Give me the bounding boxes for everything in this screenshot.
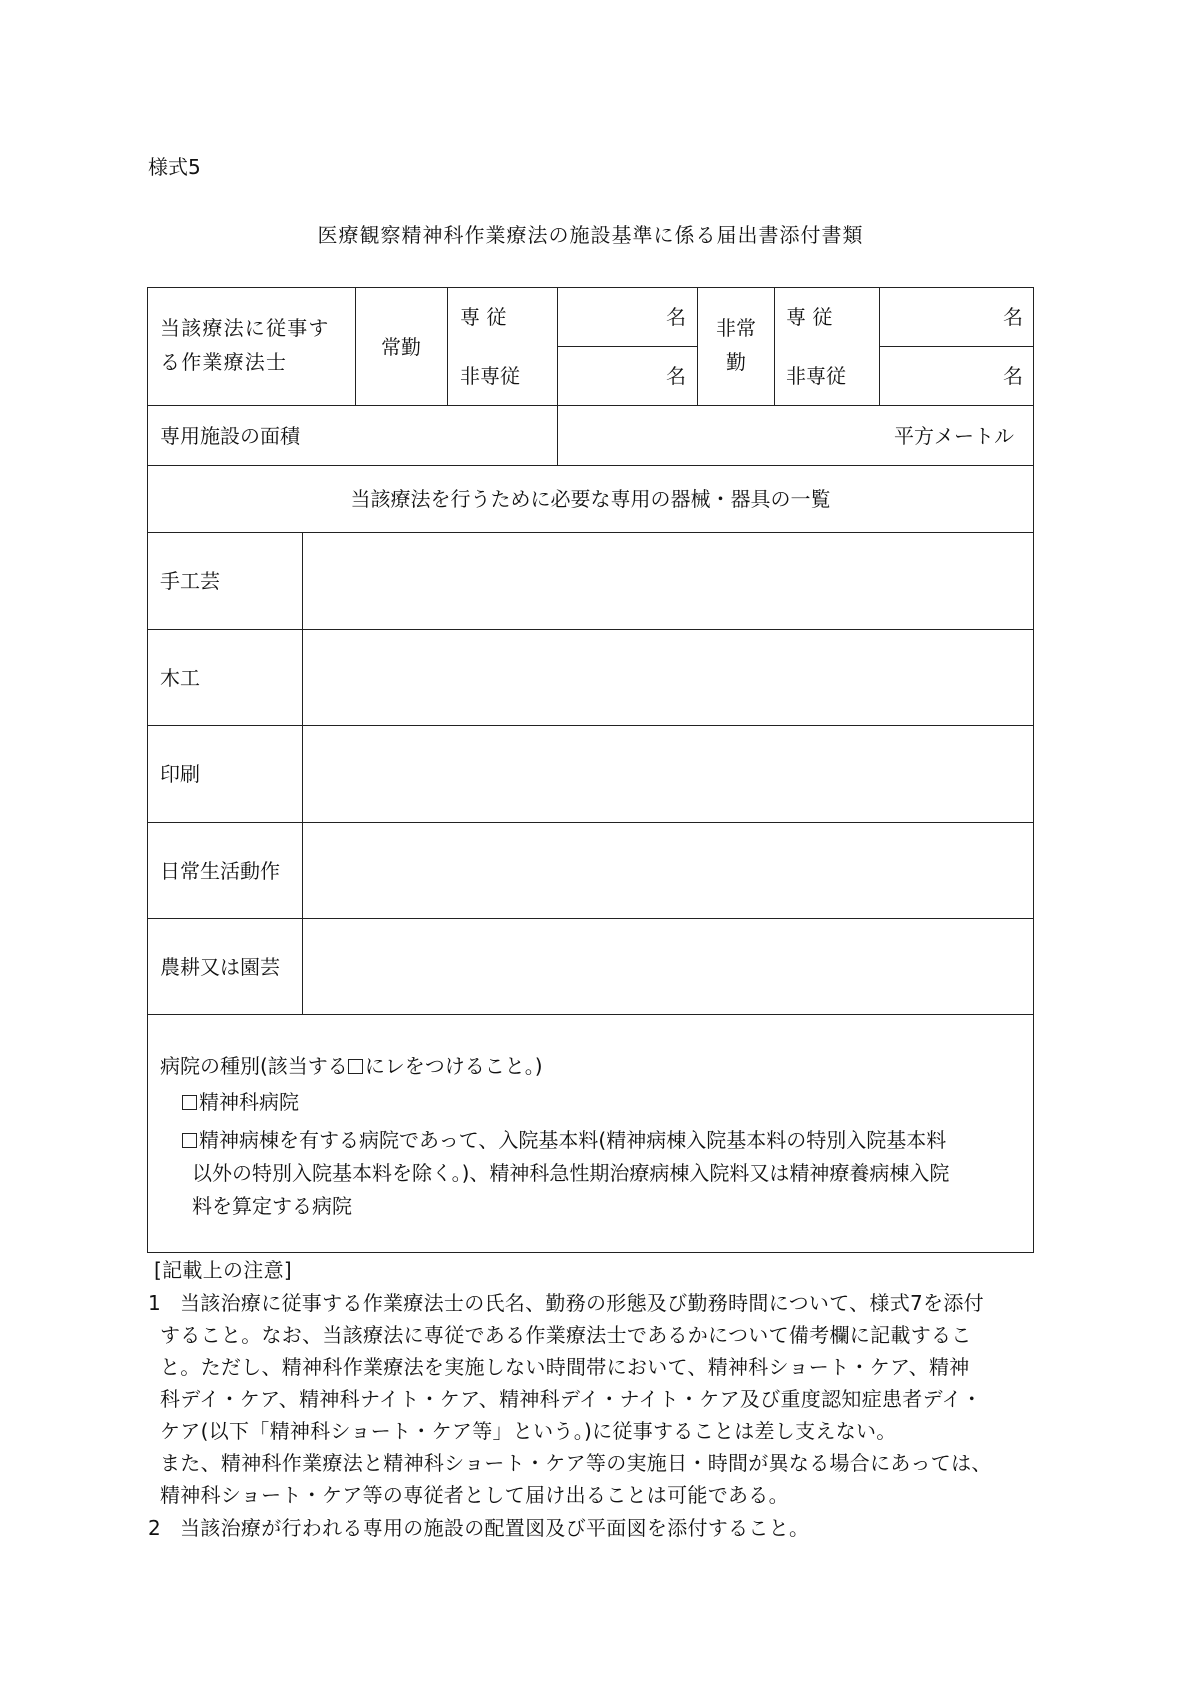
notes-heading: [記載上の注意] [154,1258,293,1282]
fulltime-nondedicated-label: 非専従 [460,364,520,388]
note2-line1: 当該治療が行われる専用の施設の配置図及び平面図を添付すること。 [180,1516,810,1540]
fulltime-dedicated-unit: 名 [666,305,686,329]
parttime-dedicated-unit: 名 [1003,305,1023,329]
fulltime-dedicated-label: 専 従 [460,305,507,329]
parttime-nondedicated-unit: 名 [1003,364,1023,388]
fulltime-label: 常勤 [381,335,421,359]
parttime-label-line1: 非常 [716,316,756,340]
equipment-row-label: 木工 [160,666,200,690]
option-label: 精神科病院 [199,1090,299,1114]
parttime-label-line2: 勤 [726,350,746,374]
area-label: 専用施設の面積 [160,424,300,448]
note1-line6: また、精神科作業療法と精神科ショート・ケア等の実施日・時間が異なる場合にあっては、 [160,1451,992,1475]
equipment-heading: 当該療法を行うために必要な専用の器械・器具の一覧 [350,487,831,511]
note1-line1: 当該治療に従事する作業療法士の氏名、勤務の形態及び勤務時間について、様式7を添付 [180,1291,984,1315]
checkbox-psychiatric-ward-hospital[interactable] [182,1133,197,1148]
parttime-nondedicated-label: 非専従 [786,364,846,388]
area-unit: 平方メートル [894,424,1014,448]
hospital-type-prompt-pre: 病院の種別(該当する [160,1054,348,1078]
hospital-option-ward[interactable] [182,1130,946,1150]
note2-number: 2 [148,1516,162,1540]
page-title: 医療観察精神科作業療法の施設基準に係る届出書添付書類 [317,223,864,247]
equipment-row-label: 日常生活動作 [160,859,280,883]
note1-line3: と。ただし、精神科作業療法を実施しない時間帯において、精神科ショート・ケア、精神 [160,1355,970,1379]
checkbox-icon [348,1059,363,1074]
staff-label-line1: 当該療法に従事す [160,316,330,340]
hospital-type-prompt-post: にレをつけること。) [364,1054,543,1078]
option-label-line3: 料を算定する病院 [192,1194,352,1218]
form-id: 様式5 [148,155,201,179]
parttime-dedicated-label: 専 従 [786,305,833,329]
note1-line2: すること。なお、当該療法に専従である作業療法士であるかについて備考欄に記載するこ [160,1323,972,1347]
checkbox-psychiatric-hospital[interactable] [182,1095,197,1110]
equipment-row-label: 印刷 [160,762,200,786]
fulltime-nondedicated-unit: 名 [666,364,686,388]
hospital-type-prompt [160,1056,543,1076]
equipment-row-label: 手工芸 [160,569,220,593]
staff-label-line2: る作業療法士 [160,350,288,374]
note1-line5: ケア(以下「精神科ショート・ケア等」という。)に従事することは差し支えない。 [160,1419,897,1443]
note1-line4: 科デイ・ケア、精神科ナイト・ケア、精神科デイ・ナイト・ケア及び重度認知症患者デイ・ [160,1387,983,1411]
hospital-option-psychiatric[interactable] [182,1092,299,1112]
option-label: 精神病棟を有する病院であって、入院基本料(精神病棟入院基本料の特別入院基本料 [199,1128,947,1152]
note1-line7: 精神科ショート・ケア等の専従者として届け出ることは可能である。 [160,1483,789,1507]
equipment-row-label: 農耕又は園芸 [160,955,280,979]
note1-number: 1 [148,1291,162,1315]
option-label-line2: 以外の特別入院基本料を除く。)、精神科急性期治療病棟入院料又は精神療養病棟入院 [192,1161,950,1185]
